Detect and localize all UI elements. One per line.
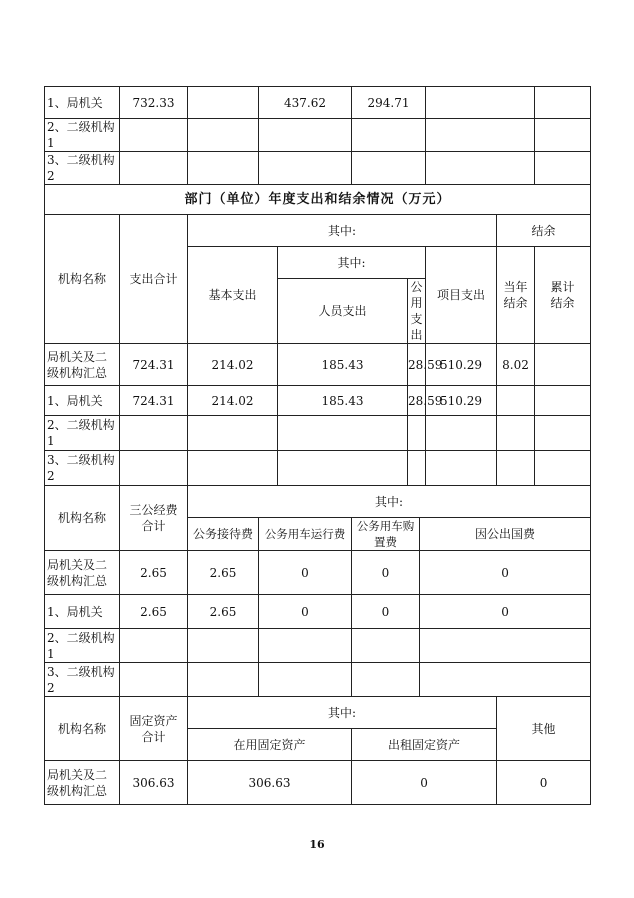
header-of-which: 其中:: [188, 486, 591, 518]
header-personnel: 人员支出: [278, 279, 408, 344]
header-surplus: 结余: [497, 215, 591, 247]
value-cell: [535, 87, 591, 119]
value-cell: [420, 629, 591, 663]
table-row: [45, 663, 591, 697]
value-cell: [120, 663, 188, 697]
header-reception: 公务接待费: [188, 518, 259, 551]
header-row: [45, 697, 591, 729]
org-name-cell: 局机关及二 级机构汇总: [45, 761, 120, 805]
header-row: [45, 215, 591, 247]
header-total: 支出合计: [120, 215, 188, 344]
org-name-cell: 2、二级机构1: [45, 629, 120, 663]
header-fixed-assets-total: 固定资产 合计: [120, 697, 188, 761]
header-public: 公用支出: [408, 279, 426, 344]
value-cell: 306.63: [120, 761, 188, 805]
org-name-cell: 1、局机关: [45, 87, 120, 119]
value-cell: 8.02: [497, 344, 535, 386]
table-row: [45, 551, 591, 595]
header-in-use: 在用固定资产: [188, 729, 352, 761]
value-cell: [188, 451, 278, 486]
value-cell: 214.02: [188, 386, 278, 416]
value-cell: [497, 416, 535, 451]
value-cell: 437.62: [259, 87, 352, 119]
value-cell: 2.65: [120, 551, 188, 595]
value-cell: [497, 451, 535, 486]
org-name-cell: 局机关及二 级机构汇总: [45, 551, 120, 595]
value-cell: [120, 451, 188, 486]
value-cell: [352, 629, 420, 663]
value-cell: [352, 663, 420, 697]
department-report-table: [44, 86, 591, 805]
header-of-which-2: 其中:: [278, 247, 426, 279]
value-cell: 0: [420, 595, 591, 629]
header-three-public-total: 三公经费 合计: [120, 486, 188, 551]
header-rented: 出租固定资产: [352, 729, 497, 761]
value-cell: [535, 344, 591, 386]
page-number: 16: [309, 838, 325, 851]
header-row: [45, 486, 591, 518]
value-cell: 0: [352, 551, 420, 595]
value-cell: [408, 451, 426, 486]
value-cell: [188, 87, 259, 119]
header-of-which: 其中:: [188, 697, 497, 729]
value-cell: 2.65: [188, 551, 259, 595]
value-cell: 0: [259, 551, 352, 595]
value-cell: [120, 629, 188, 663]
value-cell: 28.59: [408, 386, 426, 416]
header-project: 项目支出: [426, 247, 497, 344]
header-other: 其他: [497, 697, 591, 761]
table-row: [45, 451, 591, 486]
value-cell: [188, 663, 259, 697]
table-row: [45, 386, 591, 416]
header-of-which: 其中:: [188, 215, 497, 247]
org-name-cell: 局机关及二 级机构汇总: [45, 344, 120, 386]
header-vehicle-run: 公务用车运行费: [259, 518, 352, 551]
value-cell: 2.65: [188, 595, 259, 629]
org-name-cell: 2、二级机构1: [45, 416, 120, 451]
value-cell: 306.63: [188, 761, 352, 805]
header-cumulative-surplus: 累计 结余: [535, 247, 591, 344]
org-name-cell: 1、局机关: [45, 595, 120, 629]
table-row: [45, 416, 591, 451]
value-cell: 28.59: [408, 344, 426, 386]
value-cell: [188, 629, 259, 663]
value-cell: 0: [352, 595, 420, 629]
value-cell: 724.31: [120, 386, 188, 416]
table-row: [45, 344, 591, 386]
value-cell: 2.65: [120, 595, 188, 629]
value-cell: [420, 663, 591, 697]
value-cell: 732.33: [120, 87, 188, 119]
value-cell: [120, 119, 188, 152]
header-year-surplus: 当年 结余: [497, 247, 535, 344]
table-row: [45, 595, 591, 629]
header-org: 机构名称: [45, 486, 120, 551]
value-cell: [120, 152, 188, 185]
table-row: [45, 629, 591, 663]
value-cell: 185.43: [278, 344, 408, 386]
value-cell: [259, 629, 352, 663]
value-cell: 510.29: [426, 386, 497, 416]
value-cell: [352, 152, 426, 185]
value-cell: 294.71: [352, 87, 426, 119]
value-cell: [278, 451, 408, 486]
value-cell: [259, 119, 352, 152]
table-row: [45, 152, 591, 185]
value-cell: [426, 416, 497, 451]
org-name-cell: 3、二级机构2: [45, 451, 120, 486]
value-cell: [188, 119, 259, 152]
value-cell: [535, 451, 591, 486]
header-basic: 基本支出: [188, 247, 278, 344]
value-cell: [259, 152, 352, 185]
value-cell: [535, 152, 591, 185]
value-cell: 510.29: [426, 344, 497, 386]
value-cell: 185.43: [278, 386, 408, 416]
value-cell: [188, 152, 259, 185]
value-cell: 0: [497, 761, 591, 805]
header-org: 机构名称: [45, 697, 120, 761]
section-title: 部门（单位）年度支出和结余情况（万元）: [45, 185, 591, 215]
value-cell: [426, 451, 497, 486]
header-vehicle-buy: 公务用车购置费: [352, 518, 420, 551]
table-row: [45, 761, 591, 805]
value-cell: [426, 152, 535, 185]
value-cell: [426, 87, 535, 119]
org-name-cell: 3、二级机构2: [45, 152, 120, 185]
value-cell: [188, 416, 278, 451]
value-cell: [426, 119, 535, 152]
value-cell: [497, 386, 535, 416]
section-title-row: [45, 185, 591, 215]
value-cell: [278, 416, 408, 451]
header-org: 机构名称: [45, 215, 120, 344]
value-cell: [535, 119, 591, 152]
value-cell: [120, 416, 188, 451]
value-cell: [535, 416, 591, 451]
value-cell: [408, 416, 426, 451]
value-cell: [259, 663, 352, 697]
value-cell: [352, 119, 426, 152]
table-row: [45, 119, 591, 152]
org-name-cell: 1、局机关: [45, 386, 120, 416]
value-cell: 0: [259, 595, 352, 629]
value-cell: 214.02: [188, 344, 278, 386]
org-name-cell: 3、二级机构2: [45, 663, 120, 697]
table-row: [45, 87, 591, 119]
value-cell: 724.31: [120, 344, 188, 386]
value-cell: [535, 386, 591, 416]
header-abroad: 因公出国费: [420, 518, 591, 551]
value-cell: 0: [352, 761, 497, 805]
value-cell: 0: [420, 551, 591, 595]
org-name-cell: 2、二级机构1: [45, 119, 120, 152]
